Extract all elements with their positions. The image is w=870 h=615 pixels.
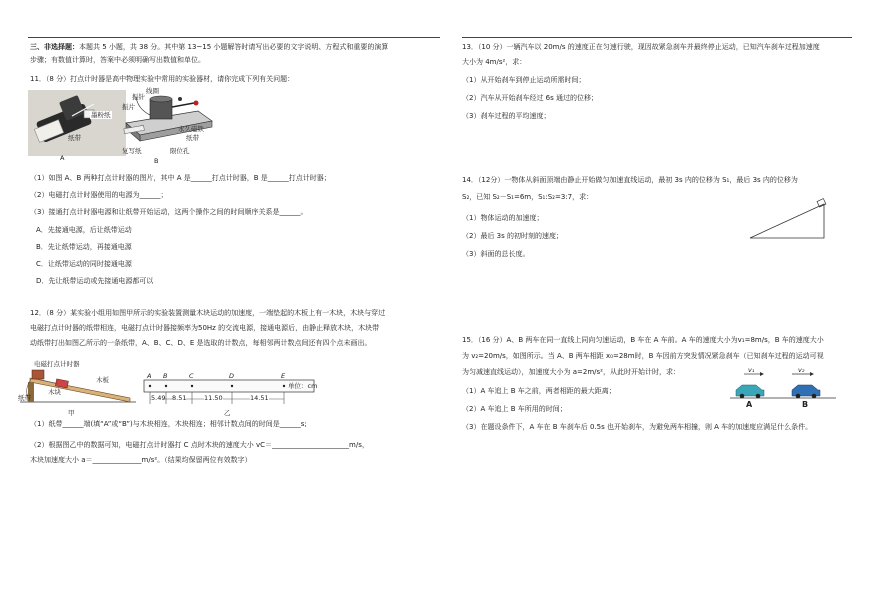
yi-point-a: A	[147, 372, 152, 380]
q14-stem-line2: S₂，已知 S₂－S₁=6m，S₁:S₂=3:7，求：	[462, 193, 594, 201]
figb-label-plate: 振片	[122, 103, 135, 111]
q14-sub2: （2）最后 3s 的初时刻的速度；	[462, 232, 564, 240]
q13-sub2: （2）汽车从开始刹车经过 6s 通过的位移；	[462, 94, 599, 102]
section3-intro-line2: 步骤；有数值计算时，答案中必须明确写出数值和单位。	[30, 56, 205, 64]
yi-point-d: D	[229, 372, 235, 380]
yi-gap-ab: 5.49	[151, 394, 166, 402]
figa-label-ink: 墨粉纸	[91, 111, 111, 119]
q13-stem-line2: 大小为 4m/s²，求：	[462, 58, 527, 66]
figb-label-carbon: 复写纸	[122, 147, 142, 155]
incline-triangle	[746, 196, 830, 242]
jia-label-timer: 电磁打点计时器	[34, 360, 80, 368]
q12-sub2: （2）根据图乙中的数据可知，电磁打点计时器打 C 点时木块的速度大小 vC＝______________________m/s，	[30, 441, 369, 449]
jia-label-tape: 纸带	[18, 394, 31, 402]
q15-sub3: （3）在题设条件下，A 车在 B 车刹车后 0.5s 也开始刹车，为避免两车相撞，则 A 车的加速度应满足什么条件。	[462, 423, 813, 431]
yi-gap-de: 14.51	[250, 394, 269, 402]
cars-label-v1: v₁	[748, 366, 755, 374]
q12-figure-jia	[18, 358, 138, 408]
top-rule-right	[462, 37, 852, 38]
section3-intro-text: 本题共 5 小题，共 38 分。其中第 13~15 小题解答时请写出必要的文字说明、方程式和重要的演算	[79, 43, 389, 51]
yi-point-c: C	[189, 372, 194, 380]
q12-stem-line3: 动纸带打出如图乙所示的一条纸带，A、B、C、D、E 是选取的计数点，每相邻两计数点间还有四个点未画出。	[30, 339, 372, 347]
q13-sub3: （3）刹车过程的平均速度；	[462, 112, 551, 120]
figb-label-vibrator: 振针	[132, 93, 145, 101]
q11-sub3: （3）接通打点计时器电源和让纸带开始运动，这两个操作之间的时间顺序关系是______。	[30, 208, 308, 216]
q12-stem-line1: 12．（8 分）某实验小组用如图甲所示的实验装置测量木块运动的加速度，一端垫起的木板上有一木块，木块与穿过	[30, 309, 386, 317]
q12-stem-line2: 电磁打点计时器的纸带相连，电磁打点计时器接频率为50Hz 的交流电源，接通电源后，由静止释放木块，木块带	[30, 324, 380, 332]
q14-sub1: （1）物体运动的加速度；	[462, 214, 544, 222]
q12-figure-yi	[142, 372, 342, 408]
spark-timer-illustration	[28, 90, 126, 156]
section3-intro-line1	[30, 43, 388, 52]
figa-label-tape: 纸带	[68, 134, 81, 142]
q12-sub1: （1）纸带______端(填“A”或“B”)与木块相连，木块相连；相邻计数点间的时间是______s;	[30, 420, 307, 428]
q14-incline-figure	[746, 196, 830, 242]
q15-sub1: （1）A 车追上 B 车之前，两者相距的最大距离；	[462, 387, 616, 395]
yi-gap-cd: 11.50	[204, 394, 223, 402]
figb-label-tape: 纸带	[186, 134, 199, 142]
figb-tag: B	[154, 157, 159, 165]
q11-option-d: D．先让纸带运动或先接通电源都可以	[36, 277, 154, 285]
q14-stem-line1: 14．（12分）一物体从斜面顶端由静止开始做匀加速直线运动，最初 3s 内的位移为 S₁，最后 3s 内的位移为	[462, 176, 798, 184]
q13-stem-line1: 13．（10 分）一辆汽车以 20m/s 的速度正在匀速行驶，现因故紧急刹车并最终停止运动，已知汽车刹车过程加速度	[462, 43, 820, 51]
q11-option-a: A．先接通电源，后让纸带运动	[36, 226, 132, 234]
cars-label-a: A	[746, 400, 753, 409]
q15-stem-line2: 为 v₂=20m/s，如图所示。当 A、B 两车相距 x₀=28m时，B 车因前方突发情况紧急刹车（已知刹车过程的运动可视	[462, 352, 824, 360]
q11-figure-b	[120, 87, 220, 155]
yi-gap-bc: 8.51	[172, 394, 187, 402]
jia-label-block: 木块	[48, 388, 61, 396]
top-rule-left	[28, 37, 440, 38]
q11-figure-a	[28, 90, 126, 156]
q11-sub1: （1）如图 A、B 两种打点计时器的图片，其中 A 是______打点计时器，B 是______打点计时器；	[30, 174, 331, 182]
cars-label-v2: v₂	[798, 366, 805, 374]
cars-label-b: B	[802, 400, 809, 409]
section3-heading: 三、非选择题：	[30, 43, 79, 51]
figa-tag: A	[60, 154, 65, 162]
q12-sub3: 木块加速度大小 a＝______________m/s²。（结果均保留两位有效数字）	[30, 456, 252, 464]
yi-point-e: E	[281, 372, 286, 380]
figb-label-coil: 线圈	[146, 87, 159, 95]
q11-sub2: （2）电磁打点计时器使用的电源为______；	[30, 191, 168, 199]
q13-sub1: （1）从开始刹车到停止运动所需时间；	[462, 76, 586, 84]
q11-option-b: B．先让纸带运动，再接通电源	[36, 243, 132, 251]
figb-label-magnet: 永久磁铁	[178, 125, 204, 133]
yi-tag: 乙	[224, 409, 231, 417]
q11-stem: 11．（8 分）打点计时器是高中物理实验中常用的实验器材，请你完成下列有关问题：	[30, 75, 295, 83]
q11-option-c: C．让纸带运动的同时接通电源	[36, 260, 132, 268]
jia-label-board: 木板	[96, 376, 109, 384]
yi-point-b: B	[163, 372, 168, 380]
q14-sub3: （3）斜面的总长度。	[462, 250, 530, 258]
yi-unit: 单位：cm	[288, 382, 318, 390]
jia-tag: 甲	[68, 409, 75, 417]
q15-sub2: （2）A 车追上 B 车所用的时间；	[462, 405, 567, 413]
q15-cars-figure	[730, 368, 836, 412]
figb-label-hole: 限位孔	[170, 147, 190, 155]
q15-stem-line1: 15．（16 分）A、B 两车在同一直线上同向匀速运动，B 车在 A 车前。A 车的速度大小为v₁=8m/s，B 车的速度大小	[462, 336, 824, 344]
q15-stem-line3: 为匀减速直线运动），加速度大小为 a=2m/s²，从此时开始计时，求：	[462, 368, 680, 376]
